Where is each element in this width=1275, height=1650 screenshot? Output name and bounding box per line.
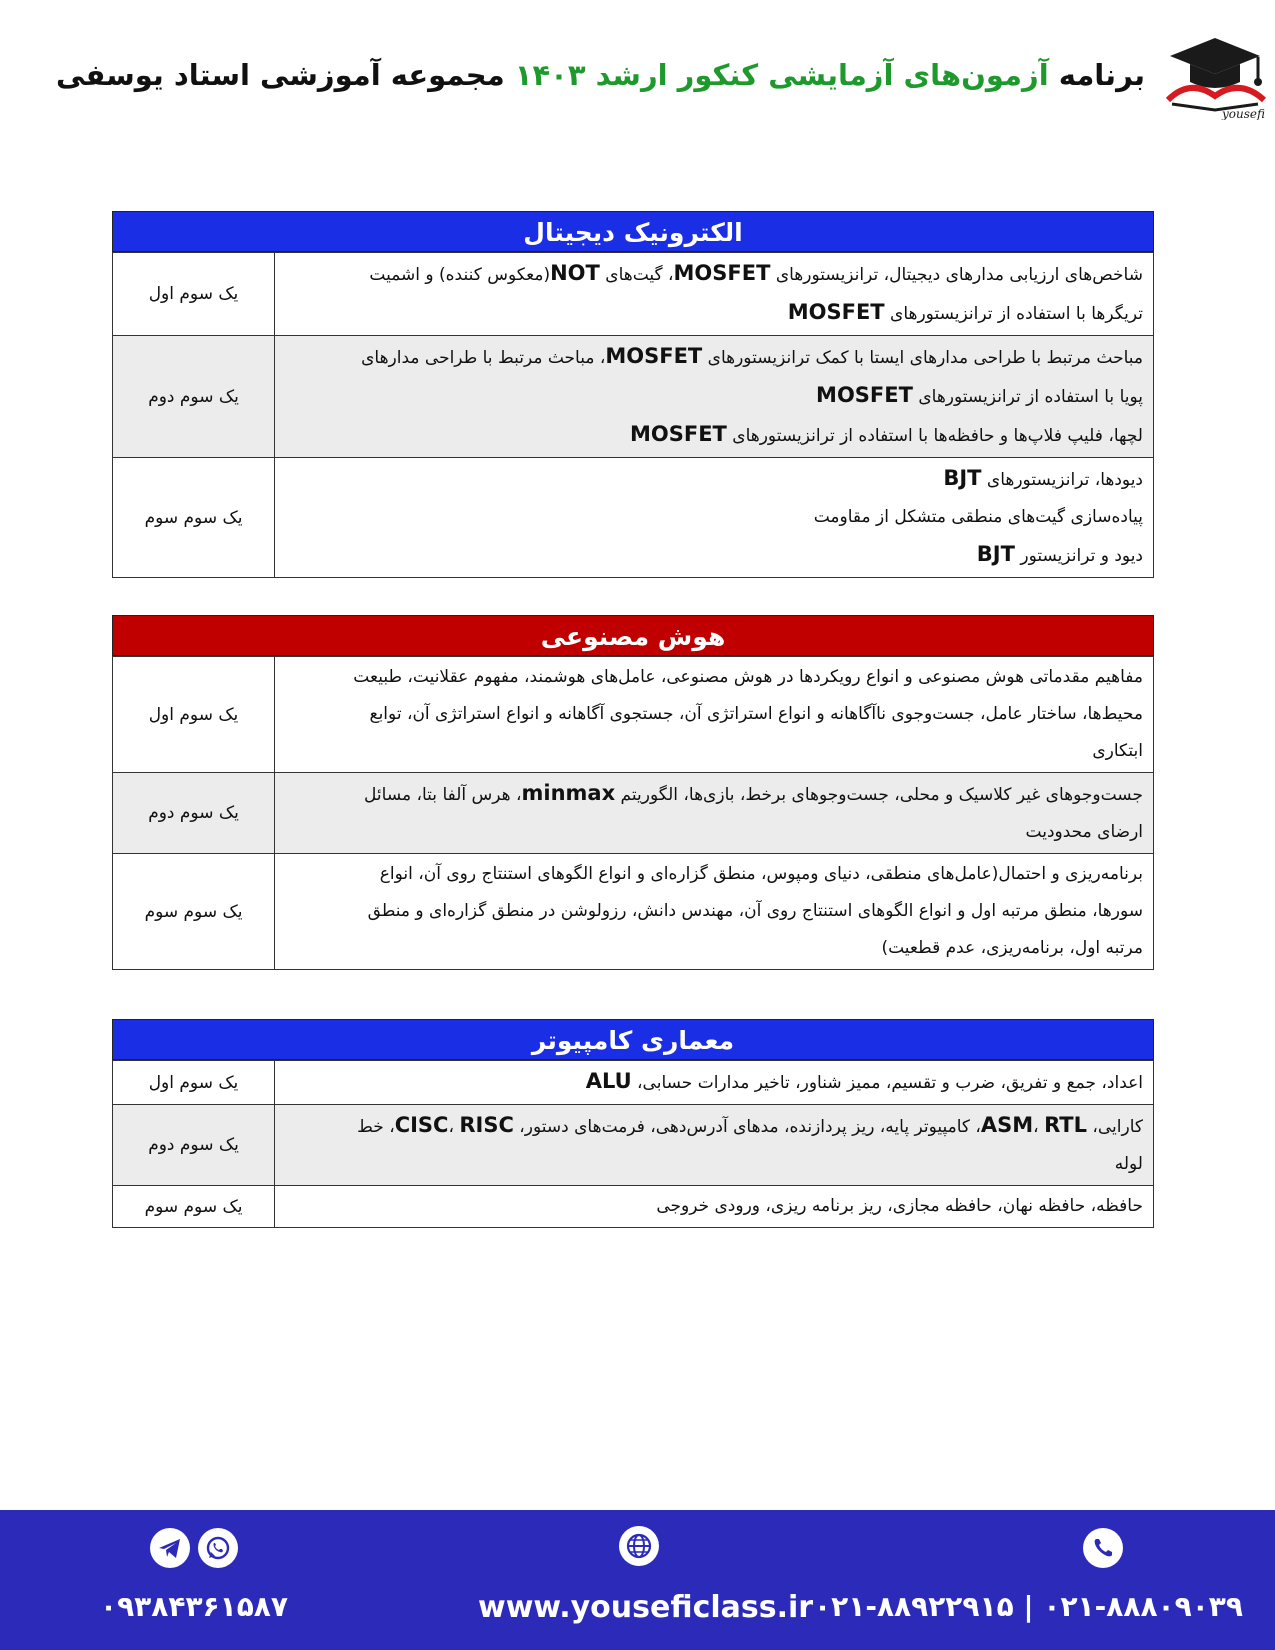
content-line: تریگرها با استفاده از ترانزیستورهای MOSFET xyxy=(787,300,1143,324)
topics-table xyxy=(112,656,1154,970)
row-content xyxy=(275,336,1154,458)
contact-footer xyxy=(0,1510,1275,1650)
row-label: یک سوم اول xyxy=(113,253,275,336)
content-line: لوله xyxy=(1114,1154,1143,1174)
table-row xyxy=(113,1061,1154,1105)
table-row xyxy=(113,1186,1154,1228)
content-line: مرتبه اول، برنامه‌ریزی، عدم قطعیت) xyxy=(881,938,1143,958)
content-line: مفاهیم مقدماتی هوش مصنوعی و انواع رویکردها در هوش مصنوعی، عامل‌های هوشمند، مفهوم عقلانیت، طبیعت xyxy=(353,667,1143,687)
page-title xyxy=(56,58,1145,92)
table-row xyxy=(113,336,1154,458)
row-content xyxy=(275,458,1154,578)
title-part1: برنامه xyxy=(1058,58,1145,92)
content-line: مباحث مرتبط با طراحی مدارهای ایستا با کمک ترانزیستورهای MOSFET، مباحث مرتبط با طراحی مدارهای xyxy=(361,344,1143,368)
globe-icon[interactable] xyxy=(619,1526,659,1566)
svg-text:yousefi: yousefi xyxy=(1222,107,1265,120)
content-line: کارایی، ASM، RTL، کامپیوتر پایه، ریز پردازنده، مدهای آدرس‌دهی، فرمت‌های دستور، CISC، RISC، خط xyxy=(357,1113,1143,1137)
row-label: یک سوم اول xyxy=(113,1061,275,1105)
content-line: پویا با استفاده از ترانزیستورهای MOSFET xyxy=(816,383,1143,407)
content-line: جست‌وجوهای غیر کلاسیک و محلی، جست‌وجوهای برخط، بازی‌ها، الگوریتم minmax، هرس آلفا بتا، مسائل xyxy=(364,781,1143,805)
page-header xyxy=(55,30,1270,120)
row-content xyxy=(275,1186,1154,1228)
section-title: معماری کامپیوتر xyxy=(112,1019,1154,1060)
row-label: یک سوم دوم xyxy=(113,1105,275,1186)
telegram-icon[interactable] xyxy=(150,1528,190,1568)
section-digital-electronics xyxy=(112,211,1154,578)
table-row xyxy=(113,253,1154,336)
content-line: دیود و ترانزیستور BJT xyxy=(976,542,1143,566)
content-line: شاخص‌های ارزیابی مدارهای دیجیتال، ترانزیستورهای MOSFET، گیت‌های NOT(معکوس کننده) و اشمیت xyxy=(369,261,1143,285)
section-artificial-intelligence xyxy=(112,615,1154,970)
topics-table xyxy=(112,1060,1154,1228)
row-content xyxy=(275,1105,1154,1186)
mobile-number[interactable]: ۰۹۳۸۴۳۶۱۵۸۷ xyxy=(100,1590,288,1623)
row-content xyxy=(275,253,1154,336)
whatsapp-icon[interactable] xyxy=(198,1528,238,1568)
content-line: اعداد، جمع و تفریق، ضرب و تقسیم، ممیز شناور، تاخیر مدارات حسابی، ALU xyxy=(585,1069,1143,1093)
table-row xyxy=(113,458,1154,578)
table-row xyxy=(113,657,1154,773)
title-part2: مجموعه آموزشی استاد یوسفی xyxy=(55,58,505,92)
topics-table xyxy=(112,252,1154,578)
content-line: برنامه‌ریزی و احتمال(عامل‌های منطقی، دنیای ومپوس، منطق گزاره‌ای و انواع الگوهای استنتاج روی آن، انواع xyxy=(379,864,1143,884)
graduation-cap-logo-icon xyxy=(1160,30,1270,120)
row-content xyxy=(275,773,1154,854)
content-line: پیاده‌سازی گیت‌های منطقی متشکل از مقاومت xyxy=(813,507,1143,527)
row-label: یک سوم اول xyxy=(113,657,275,773)
table-row xyxy=(113,773,1154,854)
content-line: لچها، فلیپ فلاپ‌ها و حافظه‌ها با استفاده از ترانزیستورهای MOSFET xyxy=(629,422,1143,446)
content-line: سورها، منطق مرتبه اول و انواع الگوهای استنتاج روی آن، مهندس دانش، رزولوشن در منطق گزاره‌ای و منطق xyxy=(367,901,1143,921)
content-line: حافظه، حافظه نهان، حافظه مجازی، ریز برنامه ریزی، ورودی خروجی xyxy=(656,1196,1143,1216)
row-content xyxy=(275,657,1154,773)
landline-phones[interactable]: ۰۲۱-۸۸۹۲۲۹۱۵ | ۰۲۱-۸۸۸۰۹۰۳۹ xyxy=(814,1590,1243,1623)
row-content xyxy=(275,1061,1154,1105)
website-link[interactable]: www.youseficlass.ir xyxy=(478,1590,814,1625)
row-label: یک سوم سوم xyxy=(113,854,275,970)
row-label: یک سوم دوم xyxy=(113,336,275,458)
content-line: محیط‌ها، ساختار عامل، جست‌وجوی ناآگاهانه و انواع استراتژی آن، جستجوی آگاهانه و انواع استراتژی آن، توابع xyxy=(369,704,1143,724)
title-highlight: آزمون‌های آزمایشی کنکور ارشد ۱۴۰۳ xyxy=(514,58,1049,92)
section-title: الکترونیک دیجیتال xyxy=(112,211,1154,252)
table-row xyxy=(113,854,1154,970)
content-line: دیودها، ترانزیستورهای BJT xyxy=(943,466,1143,490)
content-line: ارضای محدودیت xyxy=(1025,822,1143,842)
table-row xyxy=(113,1105,1154,1186)
content-line: ابتکاری xyxy=(1092,741,1143,761)
section-title: هوش مصنوعی xyxy=(112,615,1154,656)
row-content xyxy=(275,854,1154,970)
phone-icon[interactable] xyxy=(1083,1528,1123,1568)
row-label: یک سوم سوم xyxy=(113,458,275,578)
row-label: یک سوم سوم xyxy=(113,1186,275,1228)
row-label: یک سوم دوم xyxy=(113,773,275,854)
section-computer-architecture xyxy=(112,1019,1154,1228)
